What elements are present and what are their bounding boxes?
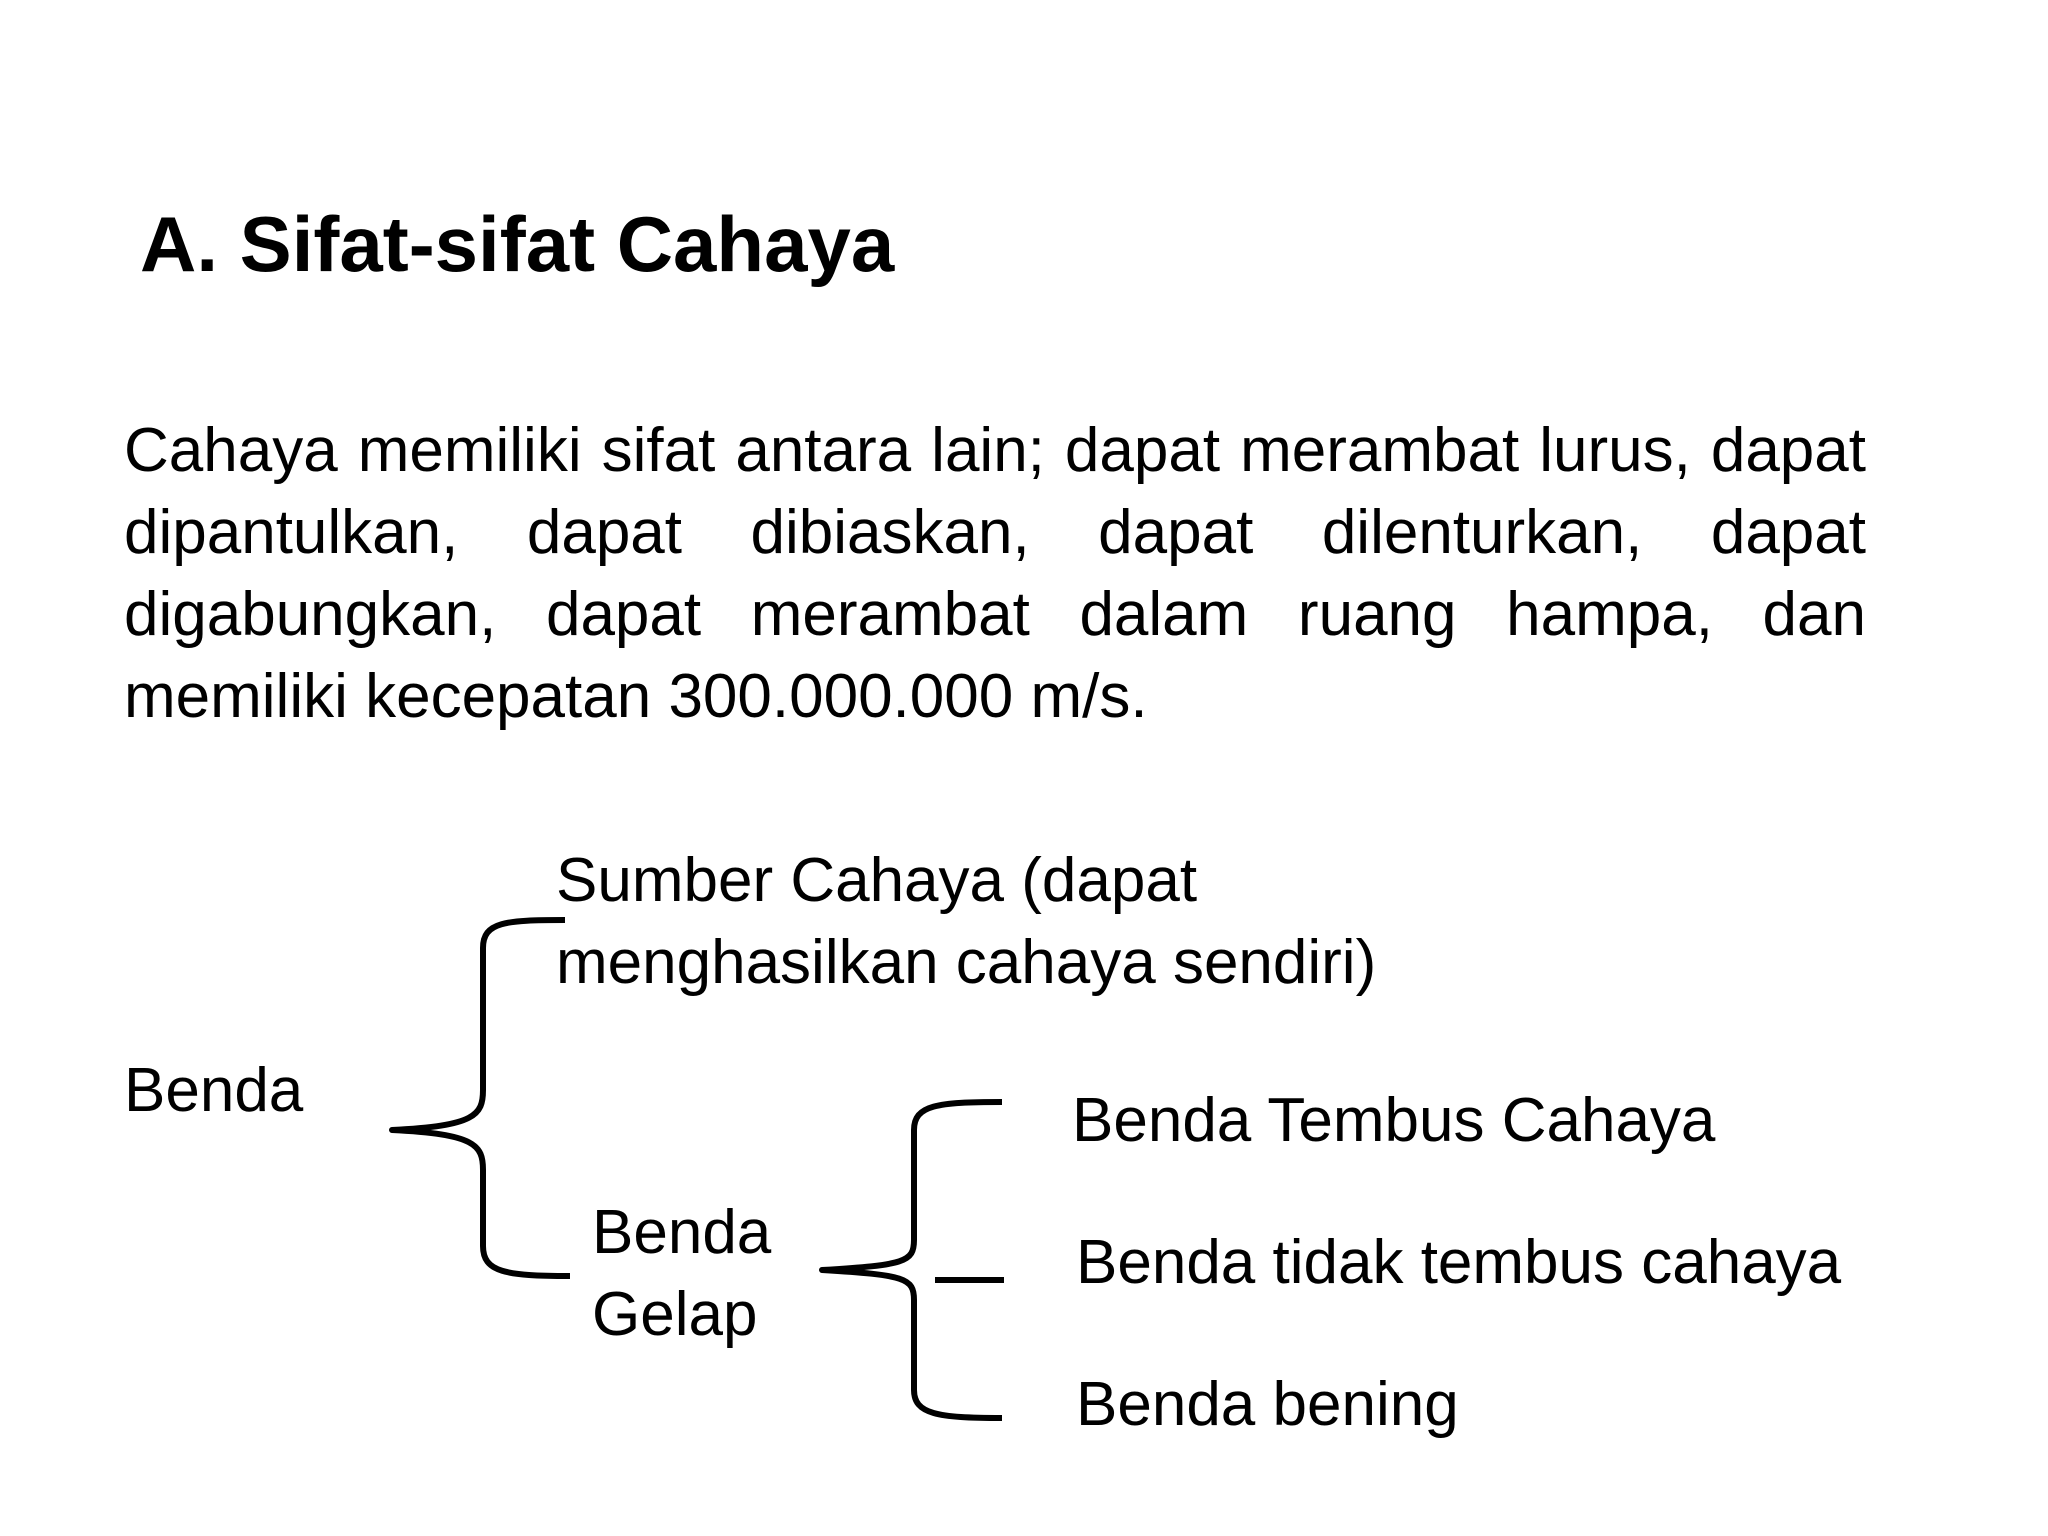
sub-brace-icon xyxy=(822,1102,1002,1418)
dark-object-line-1: Benda xyxy=(592,1198,772,1267)
transparent-object-label: Benda bening xyxy=(1076,1370,1459,1439)
translucent-object-label: Benda Tembus Cahaya xyxy=(1072,1086,1716,1155)
light-source-line-2: menghasilkan cahaya sendiri) xyxy=(556,928,1377,997)
light-source-line-1: Sumber Cahaya (dapat xyxy=(556,846,1198,915)
opaque-object-label: Benda tidak tembus cahaya xyxy=(1076,1228,1842,1297)
main-brace-icon xyxy=(392,920,570,1276)
slide-title: A. Sifat-sifat Cahaya xyxy=(140,200,895,288)
root-label-benda: Benda xyxy=(124,1056,304,1125)
description-paragraph: Cahaya memiliki sifat antara lain; dapat merambat lurus, dapat dipantulkan, dapat dibiaskan, dapat dilenturkan, dapat digabungkan, dapat merambat dalam ruang hampa, dan memiliki kecepatan 300.000.000 m/s. xyxy=(124,416,1866,731)
dark-object-line-2: Gelap xyxy=(592,1280,758,1349)
